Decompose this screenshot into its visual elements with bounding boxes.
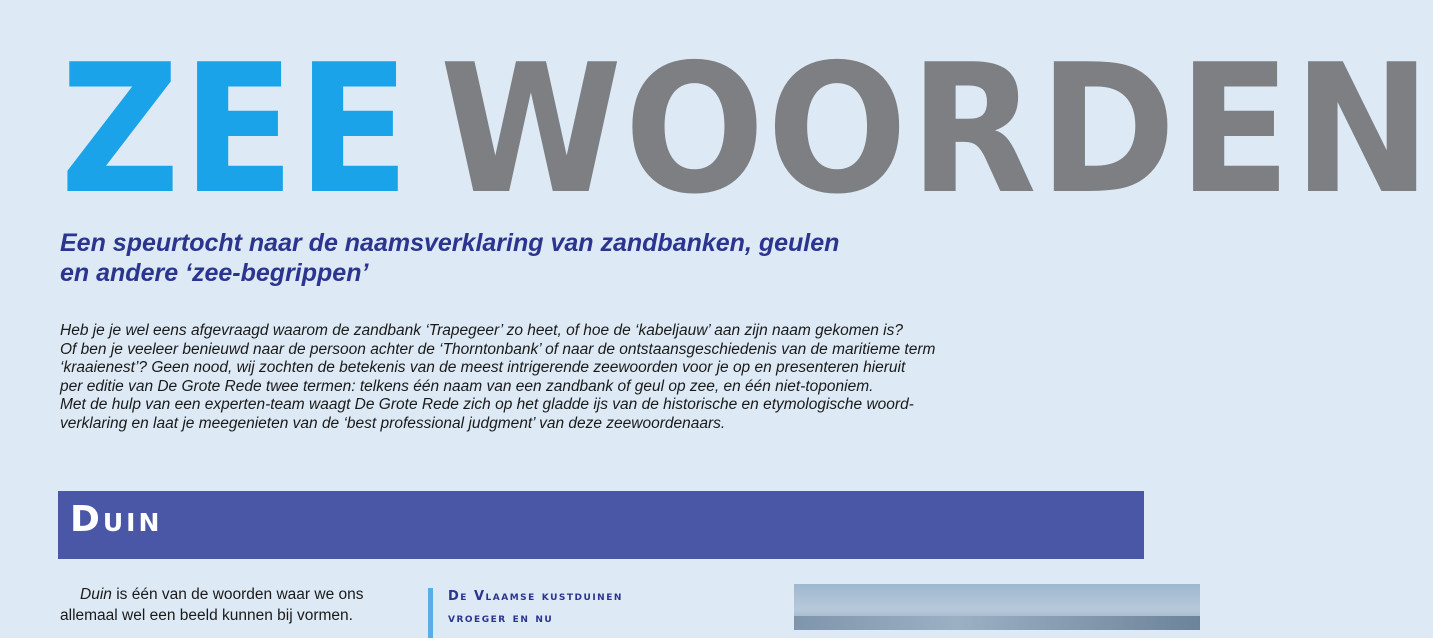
intro-line: ‘kraaienest’? Geen nood, wij zochten de betekenis van de meest intrigerende zeewoorden voor je op en presenteren hieruit bbox=[60, 359, 906, 376]
intro-line: Met de hulp van een experten-team waagt De Grote Rede zich op het gladde ijs van de historische en etymologische woord- bbox=[60, 396, 914, 413]
body-term-italic: Duin bbox=[80, 586, 112, 603]
subtitle-line: Een speurtocht naar de naamsverklaring van zandbanken, geulen bbox=[60, 229, 840, 257]
intro-line: verklaring en laat je meegenieten van de ‘best professional judgment’ van deze zeewoordenaars. bbox=[60, 414, 726, 432]
body-line-rest: is één van de woorden waar we ons bbox=[111, 586, 364, 603]
dune-photo bbox=[794, 584, 1200, 630]
photo-dune-ridge bbox=[794, 616, 1200, 630]
intro-paragraph bbox=[60, 322, 1140, 433]
intro-line: per editie van De Grote Rede twee termen: telkens één naam van een zandbank of geul op zee, en één niet-toponiem. bbox=[60, 377, 874, 395]
sidebar-heading bbox=[448, 586, 748, 630]
intro-line: Heb je je wel eens afgevraagd waarom de zandbank ‘Trapegeer’ zo heet, of hoe de ‘kabeljauw’ aan zijn naam gekomen is? bbox=[60, 322, 903, 339]
intro-line: Of ben je veeleer benieuwd naar de persoon achter de ‘Thorntonbank’ of naar de ontstaansgeschiedenis van de maritieme term bbox=[60, 340, 936, 358]
title-zee: ZEE bbox=[60, 26, 412, 233]
section-header-bar bbox=[58, 491, 1144, 559]
page-title bbox=[60, 26, 1433, 233]
body-line: allemaal wel een beeld kunnen bij vormen. bbox=[60, 607, 353, 624]
title-woorden: WOORDEN bbox=[439, 26, 1433, 233]
subtitle-line: en andere ‘zee-begrippen’ bbox=[60, 259, 369, 287]
body-text-column bbox=[60, 584, 400, 626]
sidebar-accent-line bbox=[428, 588, 433, 638]
subtitle bbox=[60, 228, 960, 288]
sidebar-heading-line: vroeger en nu bbox=[448, 611, 554, 626]
section-title: Duin bbox=[70, 499, 163, 540]
sidebar-heading-line: De Vlaamse kustduinen bbox=[448, 589, 623, 604]
body-line bbox=[60, 584, 400, 605]
